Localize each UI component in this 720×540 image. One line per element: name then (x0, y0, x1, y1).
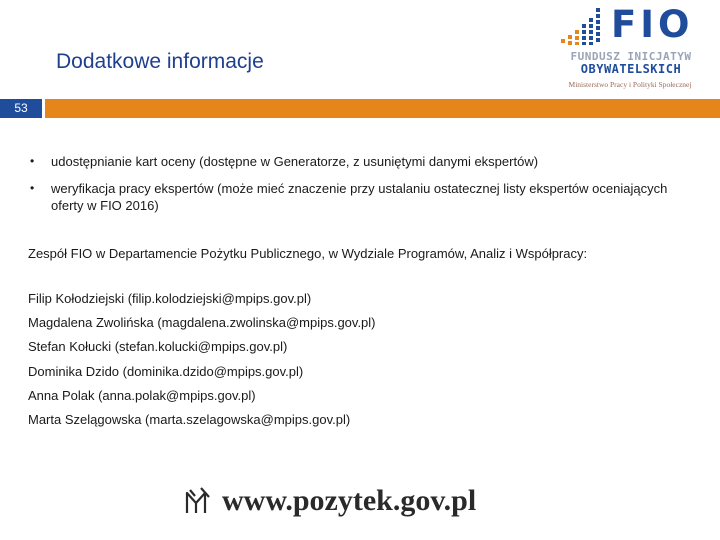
contact-list (28, 290, 376, 435)
fio-wordmark: FIO (611, 3, 694, 46)
contact-item: Marta Szelągowska (marta.szelagowska@mpips.gov.pl) (28, 411, 351, 427)
slide-title: Dodatkowe informacje (56, 50, 264, 73)
bullet-text: weryfikacja pracy ekspertów (może mieć znaczenie przy ustalaniu ostatecznej listy ekspertów oceniających oferty w FIO 2016) (51, 181, 668, 213)
fio-name-line2: OBYWATELSKICH (580, 62, 682, 76)
team-heading: Zespół FIO w Departamencie Pożytku Publicznego, w Wydziale Programów, Analiz i Współpracy: (28, 246, 588, 261)
bullet-text: udostępnianie kart oceny (dostępne w Generatorze, z usuniętymi danymi ekspertów) (51, 154, 539, 169)
fio-logo (555, 4, 705, 92)
bullet-marker: • (30, 154, 35, 168)
pozytek-logo-icon (184, 487, 214, 515)
contact-item: Dominika Dzido (dominika.dzido@mpips.gov.pl) (28, 363, 304, 379)
contact-item: Anna Polak (anna.polak@mpips.gov.pl) (28, 387, 256, 403)
footer-url[interactable]: www.pozytek.gov.pl (222, 484, 477, 517)
bullet-item (30, 180, 670, 214)
contact-item: Filip Kołodziejski (filip.kolodziejski@mpips.gov.pl) (28, 291, 312, 306)
bullet-list (30, 153, 670, 224)
contact-item: Stefan Kołucki (stefan.kolucki@mpips.gov.pl) (28, 339, 288, 355)
bullet-marker: • (30, 181, 35, 195)
bullet-item (30, 153, 670, 170)
page-number: 53 (0, 99, 42, 118)
header-accent-bar (45, 99, 720, 118)
fio-name-line1: FUNDUSZ INICJATYW (570, 50, 692, 63)
fio-dots-icon (560, 6, 604, 46)
ministry-caption: Ministerstwo Pracy i Polityki Społecznej (568, 80, 692, 89)
footer (184, 482, 564, 522)
contact-item: Magdalena Zwolińska (magdalena.zwolinska@mpips.gov.pl) (28, 315, 376, 331)
